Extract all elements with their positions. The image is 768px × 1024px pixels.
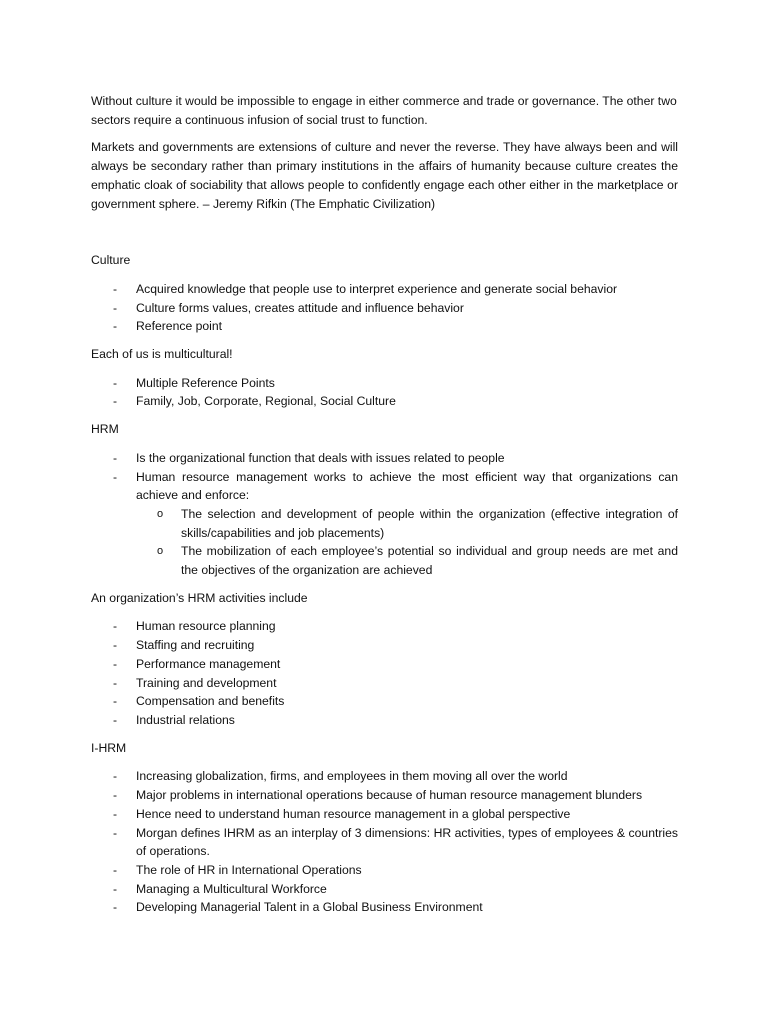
rifkin-quote-paragraph: Markets and governments are extensions of culture and never the reverse. They have always been and will always be secondary rather than primary institutions in the affairs of humanity because culture creates the emphatic cloak of sociability that allows people to confidently engage each other either in the marketplace or government sphere. – Jeremy Rifkin (The Emphatic Civilization)	[91, 140, 678, 211]
list-item: - Morgan defines IHRM as an interplay of 3 dimensions: HR activities, types of employees & countries of operations.	[91, 824, 678, 861]
list-item: - Multiple Reference Points	[91, 374, 678, 393]
ihrm-list	[91, 767, 678, 917]
list-item: - Is the organizational function that deals with issues related to people	[91, 449, 678, 468]
list-item: - Culture forms values, creates attitude and influence behavior	[91, 299, 678, 318]
culture-heading: Culture	[91, 253, 131, 268]
hrm-sublist	[136, 505, 678, 580]
list-item: - Training and development	[91, 674, 678, 693]
ihrm-heading: I-HRM	[91, 740, 127, 755]
list-item: - Industrial relations	[91, 711, 678, 730]
multicultural-heading: Each of us is multicultural!	[91, 347, 233, 362]
list-item: - Acquired knowledge that people use to interpret experience and generate social behavior	[91, 280, 678, 299]
hrm-activities-heading: An organization’s HRM activities include	[91, 590, 308, 605]
list-item: - Human resource planning	[91, 617, 678, 636]
culture-list	[91, 280, 678, 336]
list-item: - Hence need to understand human resource management in a global perspective	[91, 805, 678, 824]
list-item: - Compensation and benefits	[91, 692, 678, 711]
intro-paragraph: Without culture it would be impossible to engage in either commerce and trade or governance. The other two sectors require a continuous infusion of social trust to function.	[91, 94, 677, 127]
list-item: - Reference point	[91, 317, 678, 336]
hrm-heading: HRM	[91, 422, 119, 437]
multicultural-list	[91, 374, 678, 411]
sublist-item: o The mobilization of each employee’s potential so individual and group needs are met and the objectives of the organization are achieved	[136, 542, 678, 579]
hrm-activities-list	[91, 617, 678, 729]
list-item-text: Human resource management works to achieve the most efficient way that organizations can achieve and enforce:	[136, 469, 678, 503]
list-item: - Family, Job, Corporate, Regional, Social Culture	[91, 392, 678, 411]
list-item	[91, 468, 678, 580]
document-body	[91, 92, 678, 926]
list-item: - The role of HR in International Operations	[91, 861, 678, 880]
list-item: - Managing a Multicultural Workforce	[91, 880, 678, 899]
list-item: - Increasing globalization, firms, and employees in them moving all over the world	[91, 767, 678, 786]
hrm-list	[91, 449, 678, 580]
list-item: - Developing Managerial Talent in a Global Business Environment	[91, 898, 678, 917]
list-item: - Performance management	[91, 655, 678, 674]
list-item: - Major problems in international operations because of human resource management blunders	[91, 786, 678, 805]
list-item: - Staffing and recruiting	[91, 636, 678, 655]
sublist-item: o The selection and development of people within the organization (effective integration of skills/capabilities and job placements)	[136, 505, 678, 542]
